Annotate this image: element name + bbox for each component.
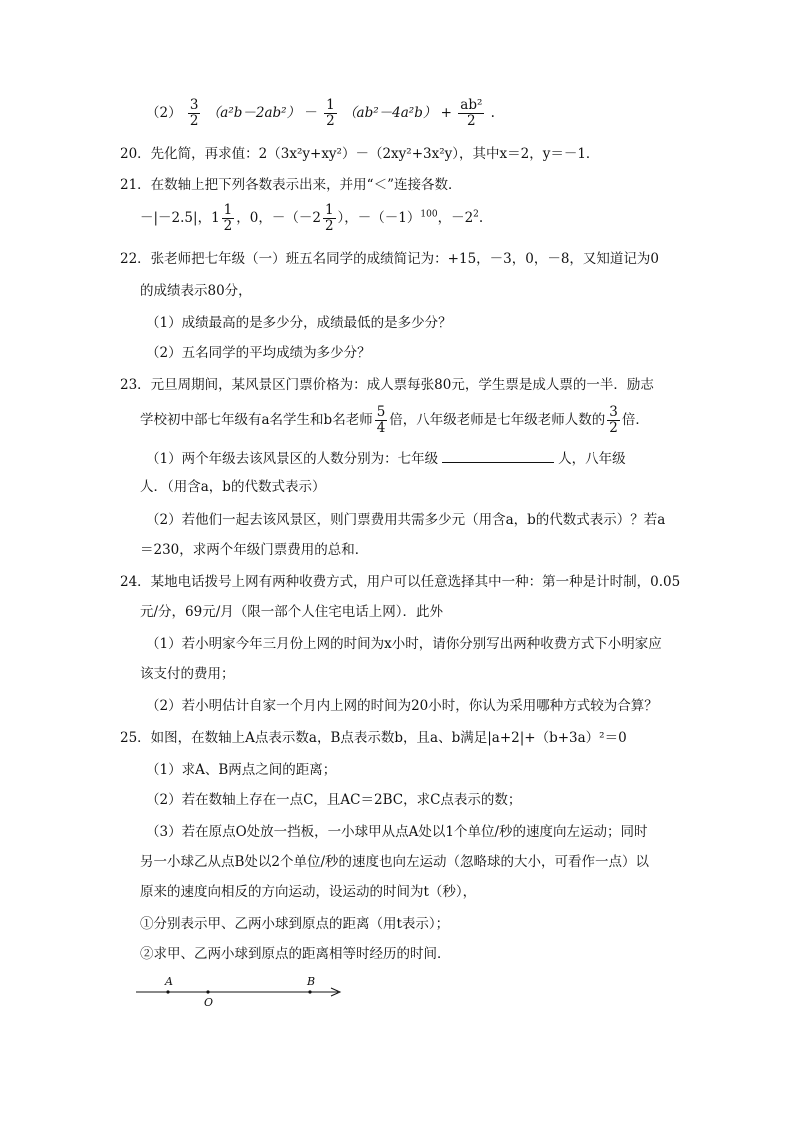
question-22-line1: 22．张老师把七年级（一）班五名同学的成绩简记为：+15，－3，0，－8，又知道记为0 [120, 251, 660, 267]
question-24-line1: 24．某地电话拨号上网有两种收费方式，用户可以任意选择其中一种：第一种是计时制，0.05 [120, 574, 681, 590]
question-23-line2: 学校初中部七年级有a名学生和b名老师 $\frac{5}{4}$ 倍，八年级老师是七年级老师人数的 $\frac{3}{2}$ 倍． [140, 404, 649, 436]
question-24-part1-line2: 该支付的费用； [140, 666, 235, 682]
question-25-part3-line1: （3）若在原点O处放一挡板，一小球甲从点A处以1个单位/秒的速度向左运动；同时 [146, 824, 648, 840]
point-o-label: O [204, 996, 214, 1009]
fraction-3-over-2: $\frac{3}{2}$ [189, 97, 199, 129]
question-21: 21．在数轴上把下列各数表示出来，并用“＜”连接各数． [120, 177, 462, 193]
point-a-label: A [165, 975, 173, 988]
point-a-dot [166, 990, 169, 993]
question-25-subpart1: ①分别表示甲、乙两小球到原点的距离（用t表示）； [140, 916, 450, 932]
question-25-part3-line2: 另一小球乙从点B处以2个单位/秒的速度也向左运动（忽略球的大小，可看作一点）以 [140, 854, 650, 870]
question-24-part2: （2）若小明估计自家一个月内上网的时间为20小时，你认为采用哪种方式较为合算？ [146, 698, 658, 714]
question-24-part1-line1: （1）若小明家今年三月份上网的时间为x小时，请你分别写出两种收费方式下小明家应 [146, 636, 662, 652]
question-25-part2: （2）若在数轴上存在一点C，且AC＝2BC，求C点表示的数； [146, 792, 522, 808]
fraction-1-over-2: $\frac{1}{2}$ [324, 202, 334, 234]
question-23-part2-line1: （2）若他们一起去该风景区，则门票费用共需多少元（用含a，b的代数式表示）？若a [146, 512, 666, 528]
question-24-line2: 元/分，69元/月（限一部个人住宅电话上网）．此外 [140, 604, 444, 620]
question-22-part2: （2）五名同学的平均成绩为多少分？ [146, 345, 371, 361]
question-20: 20．先化简，再求值：2（3x²y+xy²）－（2xy²+3x²y），其中x＝2，y＝－1． [120, 146, 600, 162]
question-25-subpart2: ②求甲、乙两小球到原点的距离相等时经历的时间． [140, 946, 451, 962]
fraction-5-over-4: $\frac{5}{4}$ [376, 404, 386, 436]
question-23-part1: （1）两个年级去该风景区的人数分别为：七年级 人，八年级 [146, 448, 626, 468]
fraction-3-over-2: $\frac{3}{2}$ [609, 404, 618, 436]
question-22-line2: 的成绩表示80分， [140, 283, 252, 299]
fraction-1-over-2: $\frac{1}{2}$ [326, 97, 335, 129]
answer-blank[interactable] [442, 448, 554, 463]
question-25-part1: （1）求A、B两点之间的距离； [146, 762, 337, 778]
fraction-ab2-over-2: $\frac{\text{ab²}}{2}$ [460, 97, 483, 129]
number-line-figure [134, 970, 354, 1020]
question-23-part1-cont: 人．（用含a，b的代数式表示） [140, 479, 326, 495]
point-o-dot [206, 990, 209, 993]
question-21-numbers: －|－2.5|，1 $\frac{1}{2}$ ，0，－（－2 $\frac{1}{2}$ ），$-(-1)^{100}$，$-2^2$. [140, 202, 484, 234]
question-25-part3-line3: 原来的速度向相反的方向运动，设运动的时间为t（秒）， [140, 884, 477, 900]
question-25-line1: 25．如图，在数轴上A点表示数a，B点表示数b，且a、b满足|a+2|+（b+3a）²＝0 [120, 730, 627, 746]
q19-part2-expression: （2） $\frac{3}{2}$ （a²b－2ab²） － $\frac{1}{2}$ （ab²－4a²b） + $\frac{\text{ab²}}{2}$ . [146, 97, 495, 129]
question-22-part1: （1）成绩最高的是多少分，成绩最低的是多少分？ [146, 315, 452, 331]
fraction-1-over-2: $\frac{1}{2}$ [223, 202, 233, 234]
question-23-line1: 23．元旦周期间，某风景区门票价格为：成人票每张80元，学生票是成人票的一半．励志 [120, 377, 654, 393]
question-23-part2-line2: ＝230，求两个年级门票费用的总和． [140, 542, 369, 558]
point-b-dot [308, 990, 311, 993]
point-b-label: B [307, 975, 316, 988]
